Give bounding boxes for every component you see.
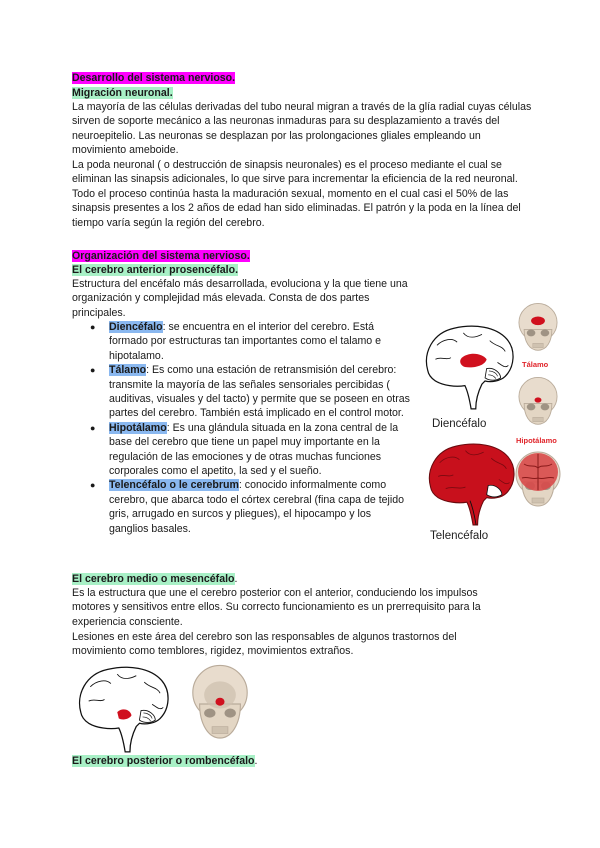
list-item-telencefalo: ● Telencéfalo o le cerebrum: conocido informalmente como cerebro, que abarca todo el córtex cerebral (fina capa de tejido gris, arrugado en surcos y pliegues), el hipocampo y los ganglios basales. bbox=[90, 478, 410, 536]
paragraph-poda-neuronal: La poda neuronal ( o destrucción de sinapsis neuronales) es el proceso mediante el cual se eliminan las sinapsis adicionales, lo que sirve para incrementar la eficiencia de la red neuronal. Todo el proceso continúa hasta la maduración sexual, momento en el cual casi el 50% de las sinapsis presentes a los 2 años de edad han sido eliminadas. El patrón y la poda en la línea del tiempo varía según la región del cerebro. bbox=[72, 159, 521, 229]
diencefalo-brain-diagram bbox=[418, 322, 518, 412]
subtitle-migracion: Migración neuronal. bbox=[72, 87, 173, 99]
list-item-talamo: ● Tálamo: Es como una estación de retransmisión del cerebro: transmite la mayoría de las señales sensoriales percibidas ( auditivas, visuales y del tacto) y permite que se poseen en otras partes del cerebro. También está implicado en el control motor. bbox=[90, 363, 410, 421]
structure-list bbox=[90, 320, 410, 536]
telencefalo-brain-diagram bbox=[420, 440, 520, 528]
caption-diencefalo: Diencéfalo bbox=[432, 418, 487, 430]
paragraph-migracion: La mayoría de las células derivadas del tubo neural migran a través de la glía radial cuyas células sirven de soporte mecánico a las neuronas inmaduras para su desplazamiento a través del neuroepitelio. Las neuronas se desplazan por las prolongaciones gliales empleando un movimiento ameboide. bbox=[72, 101, 532, 157]
list-item-diencefalo: ● Diencéfalo: se encuentra en el interior del cerebro. Está formado por estructuras tan importantes como el talamo e hipotalamo. bbox=[90, 320, 410, 363]
mesencefalo-brain-diagram bbox=[72, 663, 172, 755]
skull-telencefalo-render bbox=[508, 448, 568, 508]
mesencefalo-skull-highlight bbox=[215, 698, 224, 706]
section-title-mesencefalo: El cerebro medio o mesencéfalo. bbox=[72, 573, 238, 585]
paragraph-lesiones: Lesiones en este área del cerebro son las responsables de algunos trastornos del movimiento como temblores, rigidez, movimientos extraños. bbox=[72, 631, 457, 658]
skull-talamo-render bbox=[512, 300, 564, 352]
section-title-rombencefalo: El cerebro posterior o rombencéfalo. bbox=[72, 755, 258, 767]
list-item-hipotalamo: ● Hipotálamo: Es una glándula situada en la zona central de la base del cerebro que tiene un papel muy importante en la regulación de las emociones y de otras muchas funciones corporales como el apetito, la sed y el sueño. bbox=[90, 421, 410, 479]
hipotalamo-highlight bbox=[535, 397, 542, 402]
caption-telencefalo: Telencéfalo bbox=[430, 530, 489, 542]
subtitle-prosencefalo: El cerebro anterior prosencéfalo. bbox=[72, 264, 239, 276]
paragraph-prosencefalo: Estructura del encéfalo más desarrollada, evoluciona y la que tiene una organización y complejidad más elevada. Consta de dos partes principales. bbox=[72, 278, 408, 319]
skull-mesencefalo-render bbox=[186, 660, 254, 748]
talamo-highlight bbox=[531, 316, 545, 325]
caption-hipotalamo: Hipotálamo bbox=[516, 436, 557, 445]
section-title-desarrollo: Desarrollo del sistema nervioso. bbox=[72, 72, 236, 84]
skull-hipotalamo-render bbox=[512, 374, 564, 426]
caption-talamo: Tálamo bbox=[522, 360, 549, 369]
section-title-organizacion: Organización del sistema nervioso. bbox=[72, 250, 250, 262]
paragraph-mesencefalo: Es la estructura que une el cerebro posterior con el anterior, conduciendo los impulsos motores y sensitivos entre ellos. Su correcto funcionamiento es un prerrequisito para la experiencia consciente. bbox=[72, 587, 481, 628]
